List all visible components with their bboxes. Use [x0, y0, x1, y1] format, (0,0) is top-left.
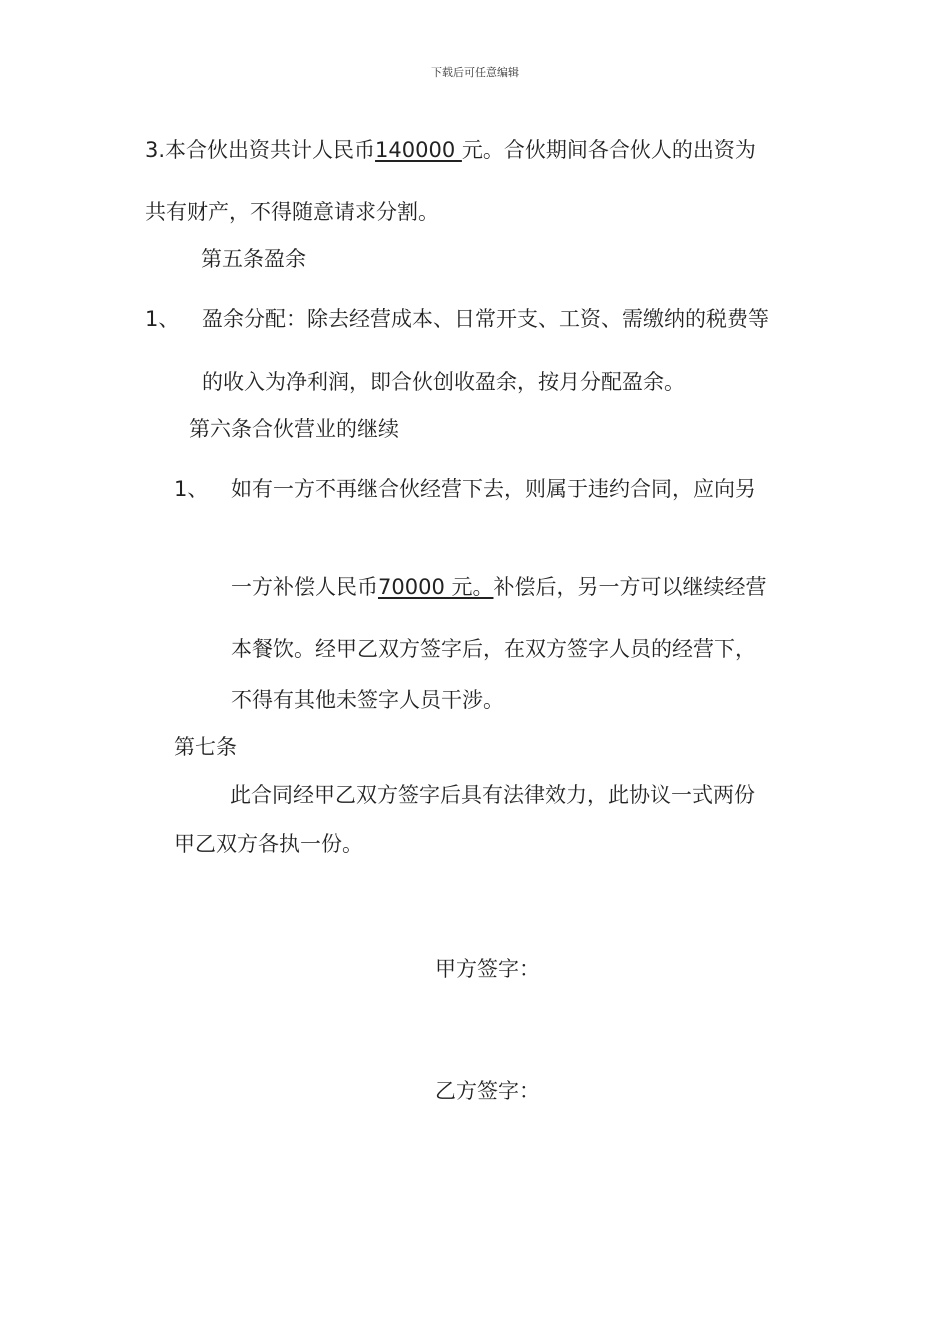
article4-investment-amount: 140000: [375, 138, 462, 162]
article7-line2: 甲乙双方各执一份。: [174, 832, 363, 856]
article6-item1-line3: 本餐饮。经甲乙双方签字后，在双方签字人员的经营下，: [231, 637, 756, 661]
article6-item1-line2-suffix: 补偿后，另一方可以继续经营: [493, 575, 767, 599]
article5-item1-number: 1、: [145, 307, 180, 331]
article6-compensation-amount: 70000 元。: [378, 575, 494, 599]
article4-item3-line1: [145, 136, 756, 164]
party-b-signature-label: 乙方签字：: [435, 1079, 540, 1103]
article4-item3-line2: 共有财产，不得随意请求分割。: [145, 200, 439, 224]
article6-item1-line2-prefix: 一方补偿人民币: [231, 575, 378, 599]
article5-item1-line1: 盈余分配：除去经营成本、日常开支、工资、需缴纳的税费等: [202, 307, 769, 331]
article4-item3-prefix: 3.本合伙出资共计人民币: [145, 138, 376, 162]
article6-item1-line2: [231, 573, 766, 601]
party-a-signature-label: 甲方签字：: [435, 957, 540, 981]
article6-item1-line4: 不得有其他未签字人员干涉。: [231, 688, 504, 712]
article7-line1: 此合同经甲乙双方签字后具有法律效力，此协议一式两份: [230, 783, 755, 807]
article6-heading: 第六条合伙营业的继续: [189, 417, 399, 441]
article5-item1-line2: 的收入为净利润，即合伙创收盈余，按月分配盈余。: [202, 370, 685, 394]
page-header: 下载后可任意编辑: [431, 66, 519, 79]
article6-item1-line1: 如有一方不再继合伙经营下去，则属于违约合同，应向另: [231, 477, 756, 501]
article7-heading: 第七条: [174, 735, 237, 759]
article4-item3-suffix: 元。合伙期间各合伙人的出资为: [461, 138, 756, 162]
article5-heading: 第五条盈余: [201, 247, 306, 271]
article6-item1-number: 1、: [174, 477, 209, 501]
